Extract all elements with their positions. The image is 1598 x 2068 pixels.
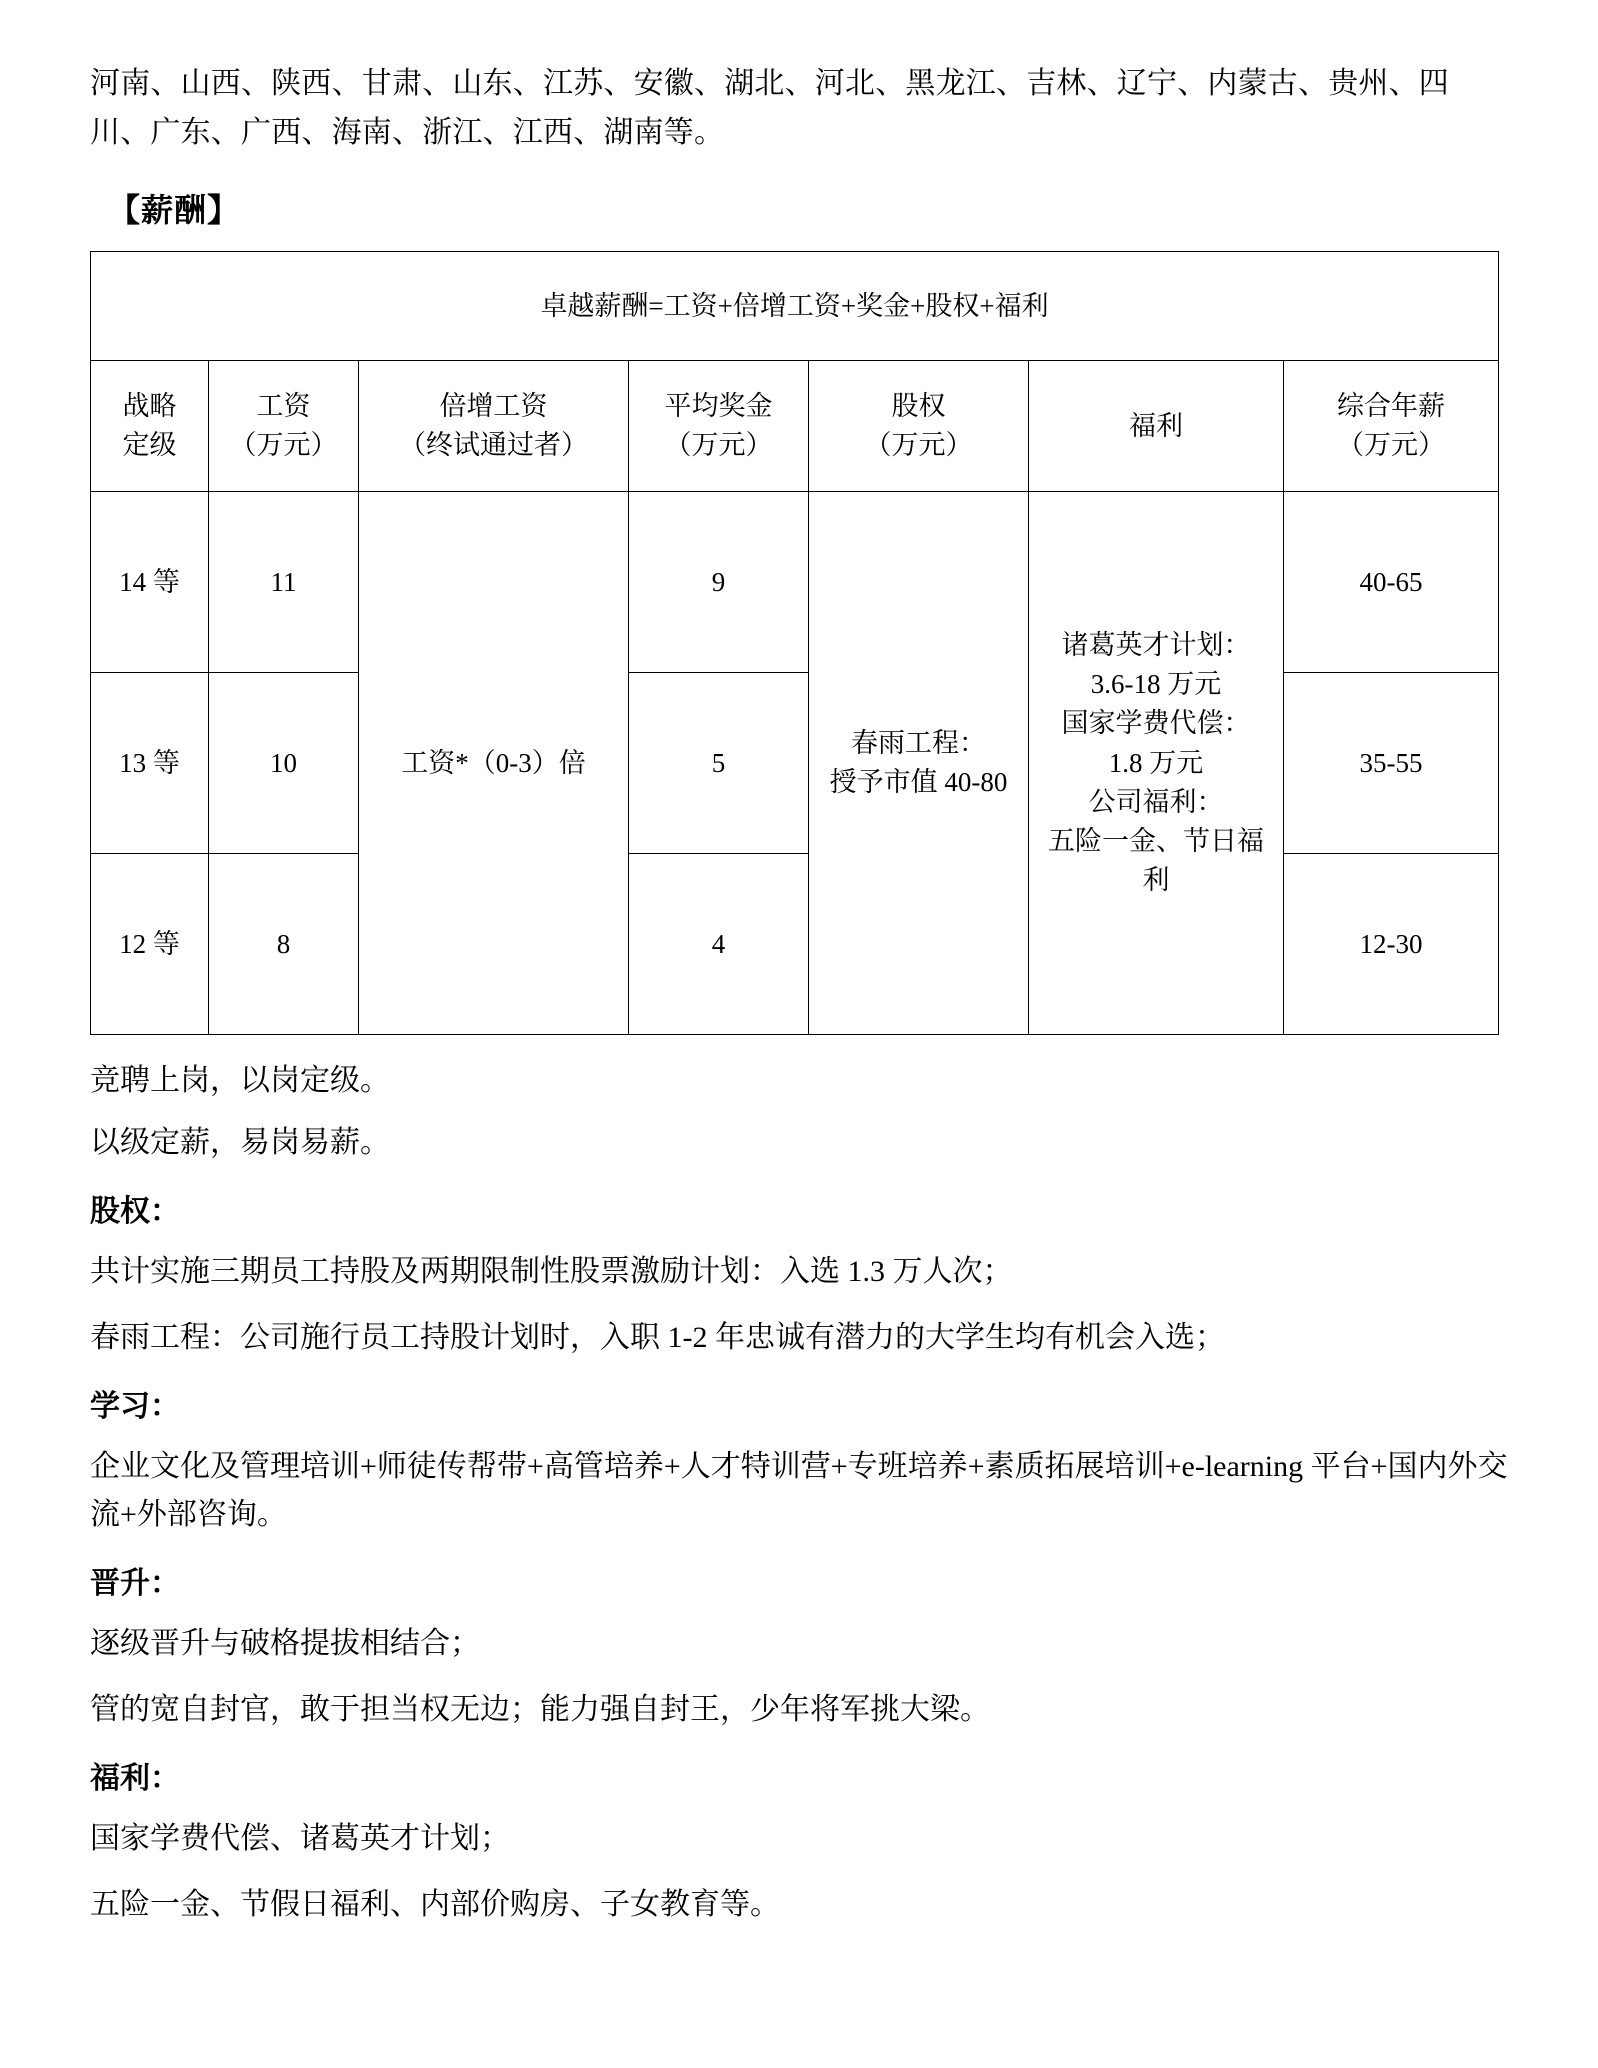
header-welfare: 福利: [1029, 361, 1284, 492]
welfare-line-3: 国家学费代偿：: [1061, 708, 1251, 739]
cell-equity: [809, 492, 1029, 1035]
header-equity-line1: 股权: [891, 391, 946, 422]
header-multiplier-line1: 倍增工资: [439, 391, 548, 422]
header-equity-line2: （万元）: [864, 430, 973, 461]
cell-total-14: 40-65: [1284, 492, 1499, 673]
header-bonus: [629, 361, 809, 492]
section-title-benefits: 福利：: [90, 1762, 180, 1796]
header-level-line2: 定级: [122, 430, 177, 461]
welfare-line-2: 3.6-18 万元: [1090, 669, 1222, 700]
cell-level-14: 14 等: [91, 492, 209, 673]
cell-total-12: 12-30: [1284, 854, 1499, 1035]
benefits-line-2: 五险一金、节假日福利、内部价购房、子女教育等。: [90, 1888, 780, 1922]
cell-bonus-13: 5: [629, 673, 809, 854]
cell-welfare: [1029, 492, 1284, 1035]
cell-bonus-12: 4: [629, 854, 809, 1035]
table-row: [91, 492, 1499, 673]
cell-level-13: 13 等: [91, 673, 209, 854]
welfare-line-6: 五险一金、节日福利: [1048, 825, 1264, 896]
header-multiplier: [359, 361, 629, 492]
promotion-line-2: 管的宽自封官，敢于担当权无边；能力强自封王，少年将军挑大梁。: [90, 1693, 990, 1727]
welfare-line-1: 诸葛英才计划：: [1061, 630, 1251, 661]
cell-equity-line1: 春雨工程：: [851, 728, 986, 759]
header-level: [91, 361, 209, 492]
region-paragraph: 河南、山西、陕西、甘肃、山东、江苏、安徽、湖北、河北、黑龙江、吉林、辽宁、内蒙古、贵州、四川、广东、广西、海南、浙江、江西、湖南等。: [90, 67, 1449, 149]
salary-formula: 卓越薪酬=工资+倍增工资+奖金+股权+福利: [91, 252, 1499, 361]
header-total-line2: （万元）: [1337, 430, 1446, 461]
header-level-line1: 战略: [122, 391, 177, 422]
salary-heading: 【薪酬】: [108, 192, 241, 229]
table-row-formula: [91, 252, 1499, 361]
header-bonus-line2: （万元）: [664, 430, 773, 461]
header-total: [1284, 361, 1499, 492]
equity-line-1: 共计实施三期员工持股及两期限制性股票激励计划：入选 1.3 万人次；: [90, 1255, 1013, 1289]
promotion-line-1: 逐级晋升与破格提拔相结合；: [90, 1627, 480, 1661]
cell-bonus-14: 9: [629, 492, 809, 673]
header-total-line1: 综合年薪: [1337, 391, 1446, 422]
header-wage: [209, 361, 359, 492]
cell-total-13: 35-55: [1284, 673, 1499, 854]
welfare-line-5: 公司福利：: [1088, 786, 1224, 817]
learning-line-1: 企业文化及管理培训+师徒传帮带+高管培养+人才特训营+专班培养+素质拓展培训+e-learning 平台+国内外交流+外部咨询。: [90, 1450, 1508, 1532]
cell-level-12: 12 等: [91, 854, 209, 1035]
section-title-promotion: 晋升：: [90, 1567, 180, 1601]
benefits-line-1: 国家学费代偿、诸葛英才计划；: [90, 1822, 510, 1856]
header-wage-line2: （万元）: [229, 430, 338, 461]
section-title-equity: 股权：: [90, 1195, 180, 1229]
cell-wage-13: 10: [209, 673, 359, 854]
table-row: [91, 854, 1499, 1035]
salary-table: [90, 251, 1499, 1035]
header-bonus-line1: 平均奖金: [664, 391, 773, 422]
cell-wage-12: 8: [209, 854, 359, 1035]
table-row: [91, 673, 1499, 854]
note-line-1: 竞聘上岗，以岗定级。: [90, 1064, 390, 1098]
equity-line-2: 春雨工程：公司施行员工持股计划时，入职 1-2 年忠诚有潜力的大学生均有机会入选；: [90, 1321, 1225, 1355]
welfare-line-4: 1.8 万元: [1108, 747, 1204, 778]
cell-equity-line2: 授予市值 40-80: [829, 767, 1008, 798]
cell-multiplier: 工资*（0-3）倍: [359, 492, 629, 1035]
note-line-2: 以级定薪，易岗易薪。: [90, 1126, 390, 1160]
cell-wage-14: 11: [209, 492, 359, 673]
header-equity: [809, 361, 1029, 492]
section-title-learning: 学习：: [90, 1390, 180, 1424]
header-multiplier-line2: （终试通过者）: [399, 430, 588, 461]
table-row-header: [91, 361, 1499, 492]
header-wage-line1: 工资: [256, 391, 311, 422]
